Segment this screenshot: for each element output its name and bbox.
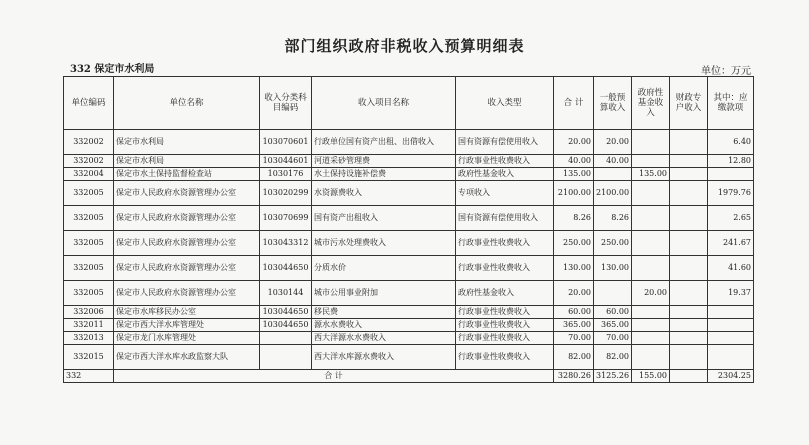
item-name-cell: 城市污水处理费收入 xyxy=(312,231,456,256)
unit-name-cell: 保定市西大洋水库水政监察大队 xyxy=(114,345,260,370)
subject-code-cell: 1030144 xyxy=(260,281,312,306)
header-gov-fund: 政府性基金收入 xyxy=(632,77,670,130)
total-cell: 8.26 xyxy=(554,206,594,231)
unit-name-cell: 保定市人民政府水资源管理办公室 xyxy=(114,231,260,256)
budget-table xyxy=(63,76,754,383)
gov-fund-cell xyxy=(632,332,670,345)
general-budget-cell: 2100.00 xyxy=(594,181,632,206)
special-account-cell xyxy=(670,181,708,206)
due-amount-cell xyxy=(708,168,754,181)
table-row xyxy=(64,306,754,319)
income-type-cell: 行政事业性收费收入 xyxy=(456,345,554,370)
unit-code-cell: 332002 xyxy=(64,130,114,155)
table-row xyxy=(64,256,754,281)
item-name-cell: 国有资产出租收入 xyxy=(312,206,456,231)
unit-name: 332 保定市水利局 xyxy=(70,64,155,75)
unit-name-cell: 保定市龙门水库管理处 xyxy=(114,332,260,345)
item-name-cell: 行政单位国有资产出租、出借收入 xyxy=(312,130,456,155)
special-account-cell xyxy=(670,332,708,345)
special-account-cell xyxy=(670,168,708,181)
income-type-cell: 国有资源有偿使用收入 xyxy=(456,130,554,155)
total-cell: 60.00 xyxy=(554,306,594,319)
special-account-cell xyxy=(670,256,708,281)
general-budget-cell xyxy=(594,281,632,306)
income-type-cell: 行政事业性收费收入 xyxy=(456,231,554,256)
table-row xyxy=(64,206,754,231)
special-account-cell xyxy=(670,319,708,332)
unit-name-cell: 保定市水土保持监督检查站 xyxy=(114,168,260,181)
unit-name-cell: 保定市水利局 xyxy=(114,155,260,168)
header-income-type: 收入类型 xyxy=(456,77,554,130)
income-type-cell: 行政事业性收费收入 xyxy=(456,155,554,168)
gov-fund-cell xyxy=(632,306,670,319)
subject-code-cell: 103044650 xyxy=(260,306,312,319)
unit-code-cell: 332013 xyxy=(64,332,114,345)
due-amount-cell: 1979.76 xyxy=(708,181,754,206)
unit-code-cell: 332005 xyxy=(64,206,114,231)
item-name-cell: 河道采砂管理费 xyxy=(312,155,456,168)
due-amount-cell: 19.37 xyxy=(708,281,754,306)
due-amount-cell xyxy=(708,345,754,370)
total-row xyxy=(64,370,754,383)
total-cell: 70.00 xyxy=(554,332,594,345)
table-row xyxy=(64,281,754,306)
unit-name-cell: 保定市人民政府水资源管理办公室 xyxy=(114,256,260,281)
header-unit-code: 单位编码 xyxy=(64,77,114,130)
total-cell: 365.00 xyxy=(554,319,594,332)
due-amount-cell xyxy=(708,332,754,345)
unit-code-cell: 332004 xyxy=(64,168,114,181)
subject-code-cell: 103070601 xyxy=(260,130,312,155)
item-name-cell: 源水水费收入 xyxy=(312,319,456,332)
item-name-cell: 分质水价 xyxy=(312,256,456,281)
total-row-fund: 155.00 xyxy=(632,370,670,383)
income-type-cell: 国有资源有偿使用收入 xyxy=(456,206,554,231)
general-budget-cell: 40.00 xyxy=(594,155,632,168)
gov-fund-cell xyxy=(632,345,670,370)
gov-fund-cell xyxy=(632,155,670,168)
due-amount-cell: 6.40 xyxy=(708,130,754,155)
special-account-cell xyxy=(670,155,708,168)
total-row-general: 3125.26 xyxy=(594,370,632,383)
gov-fund-cell xyxy=(632,130,670,155)
header-subject-code: 收入分类科目编码 xyxy=(260,77,312,130)
unit-name-cell: 保定市人民政府水资源管理办公室 xyxy=(114,181,260,206)
header-total: 合 计 xyxy=(554,77,594,130)
header-special-account: 财政专户收入 xyxy=(670,77,708,130)
header-general-budget: 一般预算收入 xyxy=(594,77,632,130)
table-header-row xyxy=(64,77,754,130)
table-row xyxy=(64,130,754,155)
item-name-cell: 水土保持设施补偿费 xyxy=(312,168,456,181)
unit-code-cell: 332011 xyxy=(64,319,114,332)
subject-code-cell: 103043312 xyxy=(260,231,312,256)
subject-code-cell: 103020299 xyxy=(260,181,312,206)
due-amount-cell: 41.60 xyxy=(708,256,754,281)
header-unit-name: 单位名称 xyxy=(114,77,260,130)
gov-fund-cell xyxy=(632,256,670,281)
unit-code-cell: 332002 xyxy=(64,155,114,168)
income-type-cell: 行政事业性收费收入 xyxy=(456,306,554,319)
unit-code-cell: 332015 xyxy=(64,345,114,370)
unit-code-cell: 332005 xyxy=(64,281,114,306)
subject-code-cell: 1030176 xyxy=(260,168,312,181)
unit-code-cell: 332005 xyxy=(64,256,114,281)
unit-name-cell: 保定市人民政府水资源管理办公室 xyxy=(114,206,260,231)
unit-label: 单位：万元 xyxy=(701,66,751,77)
total-row-due: 2304.25 xyxy=(708,370,754,383)
due-amount-cell xyxy=(708,306,754,319)
table-row xyxy=(64,181,754,206)
total-cell: 250.00 xyxy=(554,231,594,256)
general-budget-cell: 70.00 xyxy=(594,332,632,345)
income-type-cell: 行政事业性收费收入 xyxy=(456,256,554,281)
total-row-label: 合 计 xyxy=(114,370,554,383)
due-amount-cell xyxy=(708,319,754,332)
table-row xyxy=(64,155,754,168)
item-name-cell: 移民费 xyxy=(312,306,456,319)
item-name-cell: 城市公用事业附加 xyxy=(312,281,456,306)
table-row xyxy=(64,332,754,345)
total-row-code: 332 xyxy=(64,370,114,383)
subject-code-cell: 103044650 xyxy=(260,256,312,281)
gov-fund-cell: 135.00 xyxy=(632,168,670,181)
gov-fund-cell xyxy=(632,319,670,332)
table-row xyxy=(64,231,754,256)
unit-name-cell: 保定市人民政府水资源管理办公室 xyxy=(114,281,260,306)
subject-code-cell: 103044650 xyxy=(260,319,312,332)
gov-fund-cell xyxy=(632,231,670,256)
unit-name-cell: 保定市水库移民办公室 xyxy=(114,306,260,319)
gov-fund-cell: 20.00 xyxy=(632,281,670,306)
special-account-cell xyxy=(670,281,708,306)
general-budget-cell: 250.00 xyxy=(594,231,632,256)
income-type-cell: 政府性基金收入 xyxy=(456,168,554,181)
special-account-cell xyxy=(670,130,708,155)
special-account-cell xyxy=(670,206,708,231)
unit-code-cell: 332005 xyxy=(64,181,114,206)
table-row xyxy=(64,319,754,332)
special-account-cell xyxy=(670,306,708,319)
header-item-name: 收入项目名称 xyxy=(312,77,456,130)
page-title: 部门组织政府非税收入预算明细表 xyxy=(284,37,525,55)
unit-name-cell: 保定市水利局 xyxy=(114,130,260,155)
total-cell: 82.00 xyxy=(554,345,594,370)
general-budget-cell: 20.00 xyxy=(594,130,632,155)
total-cell: 130.00 xyxy=(554,256,594,281)
item-name-cell: 西大洋源水水费收入 xyxy=(312,332,456,345)
subject-code-cell xyxy=(260,332,312,345)
due-amount-cell: 2.65 xyxy=(708,206,754,231)
income-type-cell: 专项收入 xyxy=(456,181,554,206)
general-budget-cell: 130.00 xyxy=(594,256,632,281)
general-budget-cell xyxy=(594,168,632,181)
table-row xyxy=(64,345,754,370)
due-amount-cell: 241.67 xyxy=(708,231,754,256)
total-cell: 20.00 xyxy=(554,130,594,155)
subject-code-cell: 103044601 xyxy=(260,155,312,168)
income-type-cell: 行政事业性收费收入 xyxy=(456,319,554,332)
general-budget-cell: 82.00 xyxy=(594,345,632,370)
special-account-cell xyxy=(670,345,708,370)
item-name-cell: 水资源费收入 xyxy=(312,181,456,206)
total-cell: 20.00 xyxy=(554,281,594,306)
subject-code-cell: 103070699 xyxy=(260,206,312,231)
special-account-cell xyxy=(670,231,708,256)
unit-name-cell: 保定市西大洋水库管理处 xyxy=(114,319,260,332)
item-name-cell: 西大洋水库源水费收入 xyxy=(312,345,456,370)
unit-code-cell: 332006 xyxy=(64,306,114,319)
income-type-cell: 行政事业性收费收入 xyxy=(456,332,554,345)
due-amount-cell: 12.80 xyxy=(708,155,754,168)
general-budget-cell: 365.00 xyxy=(594,319,632,332)
unit-code-cell: 332005 xyxy=(64,231,114,256)
total-row-total: 3280.26 xyxy=(554,370,594,383)
gov-fund-cell xyxy=(632,181,670,206)
income-type-cell: 政府性基金收入 xyxy=(456,281,554,306)
total-cell: 40.00 xyxy=(554,155,594,168)
gov-fund-cell xyxy=(632,206,670,231)
table-row xyxy=(64,168,754,181)
total-row-special xyxy=(670,370,708,383)
total-cell: 135.00 xyxy=(554,168,594,181)
subject-code-cell xyxy=(260,345,312,370)
general-budget-cell: 60.00 xyxy=(594,306,632,319)
header-due-amount: 其中：应缴款项 xyxy=(708,77,754,130)
general-budget-cell: 8.26 xyxy=(594,206,632,231)
total-cell: 2100.00 xyxy=(554,181,594,206)
